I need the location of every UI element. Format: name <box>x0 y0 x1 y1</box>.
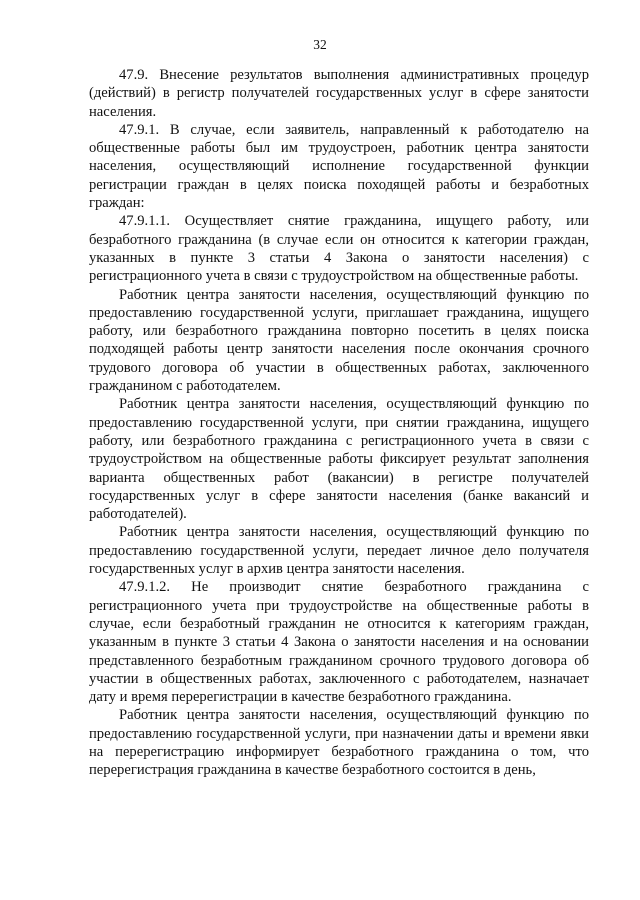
paragraph-47-9-1-1: 47.9.1.1. Осуществляет снятие гражданина, ищущего работу, или безработного гражданина (в случае если он относится к категории граждан, указанных в пункте 3 статьи 4 Закона о занятости населения) с регистрационного учета в связи с трудоустройством на общественные работы. <box>89 213 589 285</box>
paragraph-reregistration: Работник центра занятости населения, осуществляющий функцию по предоставлению государственной услуги, при назначении даты и времени явки на перерегистрацию информирует безработного гражданина о том, что перерегистрация гражданина в качестве безработного состоится в день, <box>89 707 589 779</box>
paragraph-registry-record: Работник центра занятости населения, осуществляющий функцию по предоставлению государственной услуги, при снятии гражданина, ищущего работу, или безработного гражданина с регистрационного учета в связи с трудоустройством на общественные работы фиксирует результат заполнения варианта общественных работ (вакансии) в регистре получателей государственных услуг в сфере занятости населения (банке вакансий и работодателей). <box>89 396 589 523</box>
page-number: 32 <box>313 37 327 52</box>
document-body <box>89 66 589 780</box>
paragraph-47-9: 47.9. Внесение результатов выполнения административных процедур (действий) в регистр получателей государственных услуг в сфере занятости населения. <box>89 67 589 120</box>
paragraph-47-9-1: 47.9.1. В случае, если заявитель, направленный к работодателю на общественные работы был им трудоустроен, работник центра занятости населения, осуществляющий исполнение государственной функции регистрации граждан в целях поиска походящей работы и безработных граждан: <box>89 121 589 212</box>
paragraph-invitation: Работник центра занятости населения, осуществляющий функцию по предоставлению государственной услуги, приглашает гражданина, ищущего работу, или безработного гражданина повторно посетить в целях поиска подходящей работы центр занятости населения после окончания срочного трудового договора об участии в общественных работах, заключенного гражданином с работодателем. <box>89 286 589 395</box>
paragraph-47-9-1-2: 47.9.1.2. Не производит снятие безработного гражданина с регистрационного учета при трудоустройстве на общественные работы в случае, если безработный гражданин не относится к категориям граждан, указанным в пункте 3 статьи 4 Закона о занятости населения и на основании представленного безработным гражданином срочного трудового договора об участии в общественных работах, заключенного с работодателем, назначает дату и время перерегистрации в качестве безработного гражданина. <box>89 579 589 706</box>
paragraph-archive: Работник центра занятости населения, осуществляющий функцию по предоставлению государственной услуги, передает личное дело получателя государственных услуг в архив центра занятости населения. <box>89 524 589 578</box>
